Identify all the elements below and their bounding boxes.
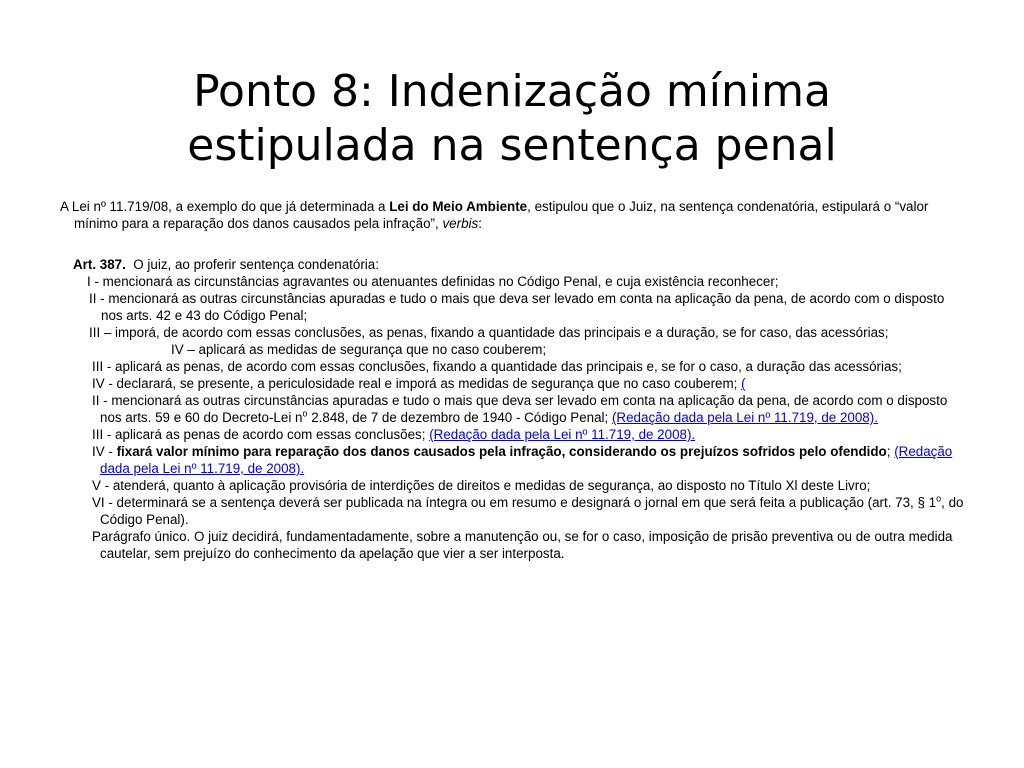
new-item-ii-text: II - mencionará as outras circunstâncias apuradas e tudo o mais que deva ser levado em conta na aplicação da pena, de acordo com o disposto nos arts. 59 e 60 do Decreto-Lei n [92, 393, 948, 425]
slide-title [60, 65, 964, 173]
new-item-iv-prefix: IV - [92, 444, 117, 459]
new-item-vi-sup: o [936, 493, 942, 504]
intro-text-after: , estipulou que o Juiz, na sentença condenatória, estipulará o “valor mínimo para a reparação dos danos causados pela infração”, [74, 199, 929, 231]
old-item-iii [89, 324, 964, 358]
slide-body [60, 198, 964, 562]
new-item-v: V - atenderá, quanto à aplicação provisória de interdições de direitos e medidas de segurança, ao disposto no Título Xl deste Livro; [92, 478, 871, 493]
old-item-iii-b: III - aplicará as penas, de acordo com essas conclusões, fixando a quantidade das principais e, se for o caso, a duração das acessórias; [92, 359, 902, 374]
title-line-1: Ponto 8: Indenização mínima [193, 66, 831, 118]
article-text: O juiz, ao proferir sentença condenatória: [133, 257, 379, 272]
intro-text: A Lei nº 11.719/08, a exemplo do que já determinada a [60, 199, 390, 214]
old-item-iv-b-link[interactable]: ( [741, 376, 746, 391]
new-item-iv-link[interactable]: (Redação dada pela Lei nº 11.719, de 2008). [100, 444, 953, 476]
intro-end: : [478, 216, 482, 231]
old-item-iv-b-text: IV - declarará, se presente, a periculosidade real e imporá as medidas de segurança que no caso couberem; [92, 376, 742, 391]
new-item-ii-text2: 2.848, de 7 de dezembro de 1940 - Código Penal; [307, 410, 612, 425]
new-item-ii [92, 392, 964, 426]
new-item-vi-text: VI - determinará se a sentença deverá ser publicada na íntegra ou em resumo e designará o jornal em que será feita a publicação (art. 73, § 1 [92, 495, 937, 510]
new-item-iv-bold: fixará valor mínimo para reparação dos danos causados pela infração, considerando os prejuízos sofridos pelo ofendido [116, 444, 887, 459]
new-item-ii-link[interactable]: (Redação dada pela Lei nº 11.719, de 2008). [611, 410, 878, 425]
intro-bold-law: Lei do Meio Ambiente [389, 199, 528, 214]
title-line-2: estipulada na sentença penal [187, 120, 837, 172]
new-item-iii [92, 426, 964, 443]
new-item-iv [92, 443, 964, 477]
intro-paragraph [60, 198, 964, 232]
article-label: Art. 387. [73, 257, 126, 272]
new-item-iii-link[interactable]: (Redação dada pela Lei nº 11.719, de 2008). [429, 427, 696, 442]
old-item-iii-text: III – imporá, de acordo com essas conclusões, as penas, fixando a quantidade das principais e a duração, se for caso, das acessórias; [89, 325, 889, 340]
intro-italic-verbis: verbis [442, 216, 479, 231]
new-item-iv-sep: ; [886, 444, 895, 459]
new-item-iii-text: III - aplicará as penas de acordo com essas conclusões; [92, 427, 430, 442]
old-item-iv: IV – aplicará as medidas de segurança que no caso couberem; [171, 342, 547, 357]
old-item-iv-b [92, 375, 964, 392]
old-item-i: I - mencionará as circunstâncias agravantes ou atenuantes definidas no Código Penal, e cuja existência reconhecer; [87, 274, 779, 289]
paragrafo-unico: Parágrafo único. O juiz decidirá, fundamentadamente, sobre a manutenção ou, se for o caso, imposição de prisão preventiva ou de outra medida cautelar, sem prejuízo do conhecimento da apelação que vier a ser interposta. [92, 529, 953, 561]
old-item-ii: II - mencionará as outras circunstâncias apuradas e tudo o mais que deva ser levado em conta na aplicação da pena, de acordo com o disposto nos arts. 42 e 43 do Código Penal; [89, 291, 945, 323]
new-item-ii-sup: o [302, 408, 308, 419]
article-heading [73, 256, 964, 273]
new-item-vi [92, 494, 964, 528]
new-item-vi-end: , do Código Penal). [100, 495, 964, 527]
